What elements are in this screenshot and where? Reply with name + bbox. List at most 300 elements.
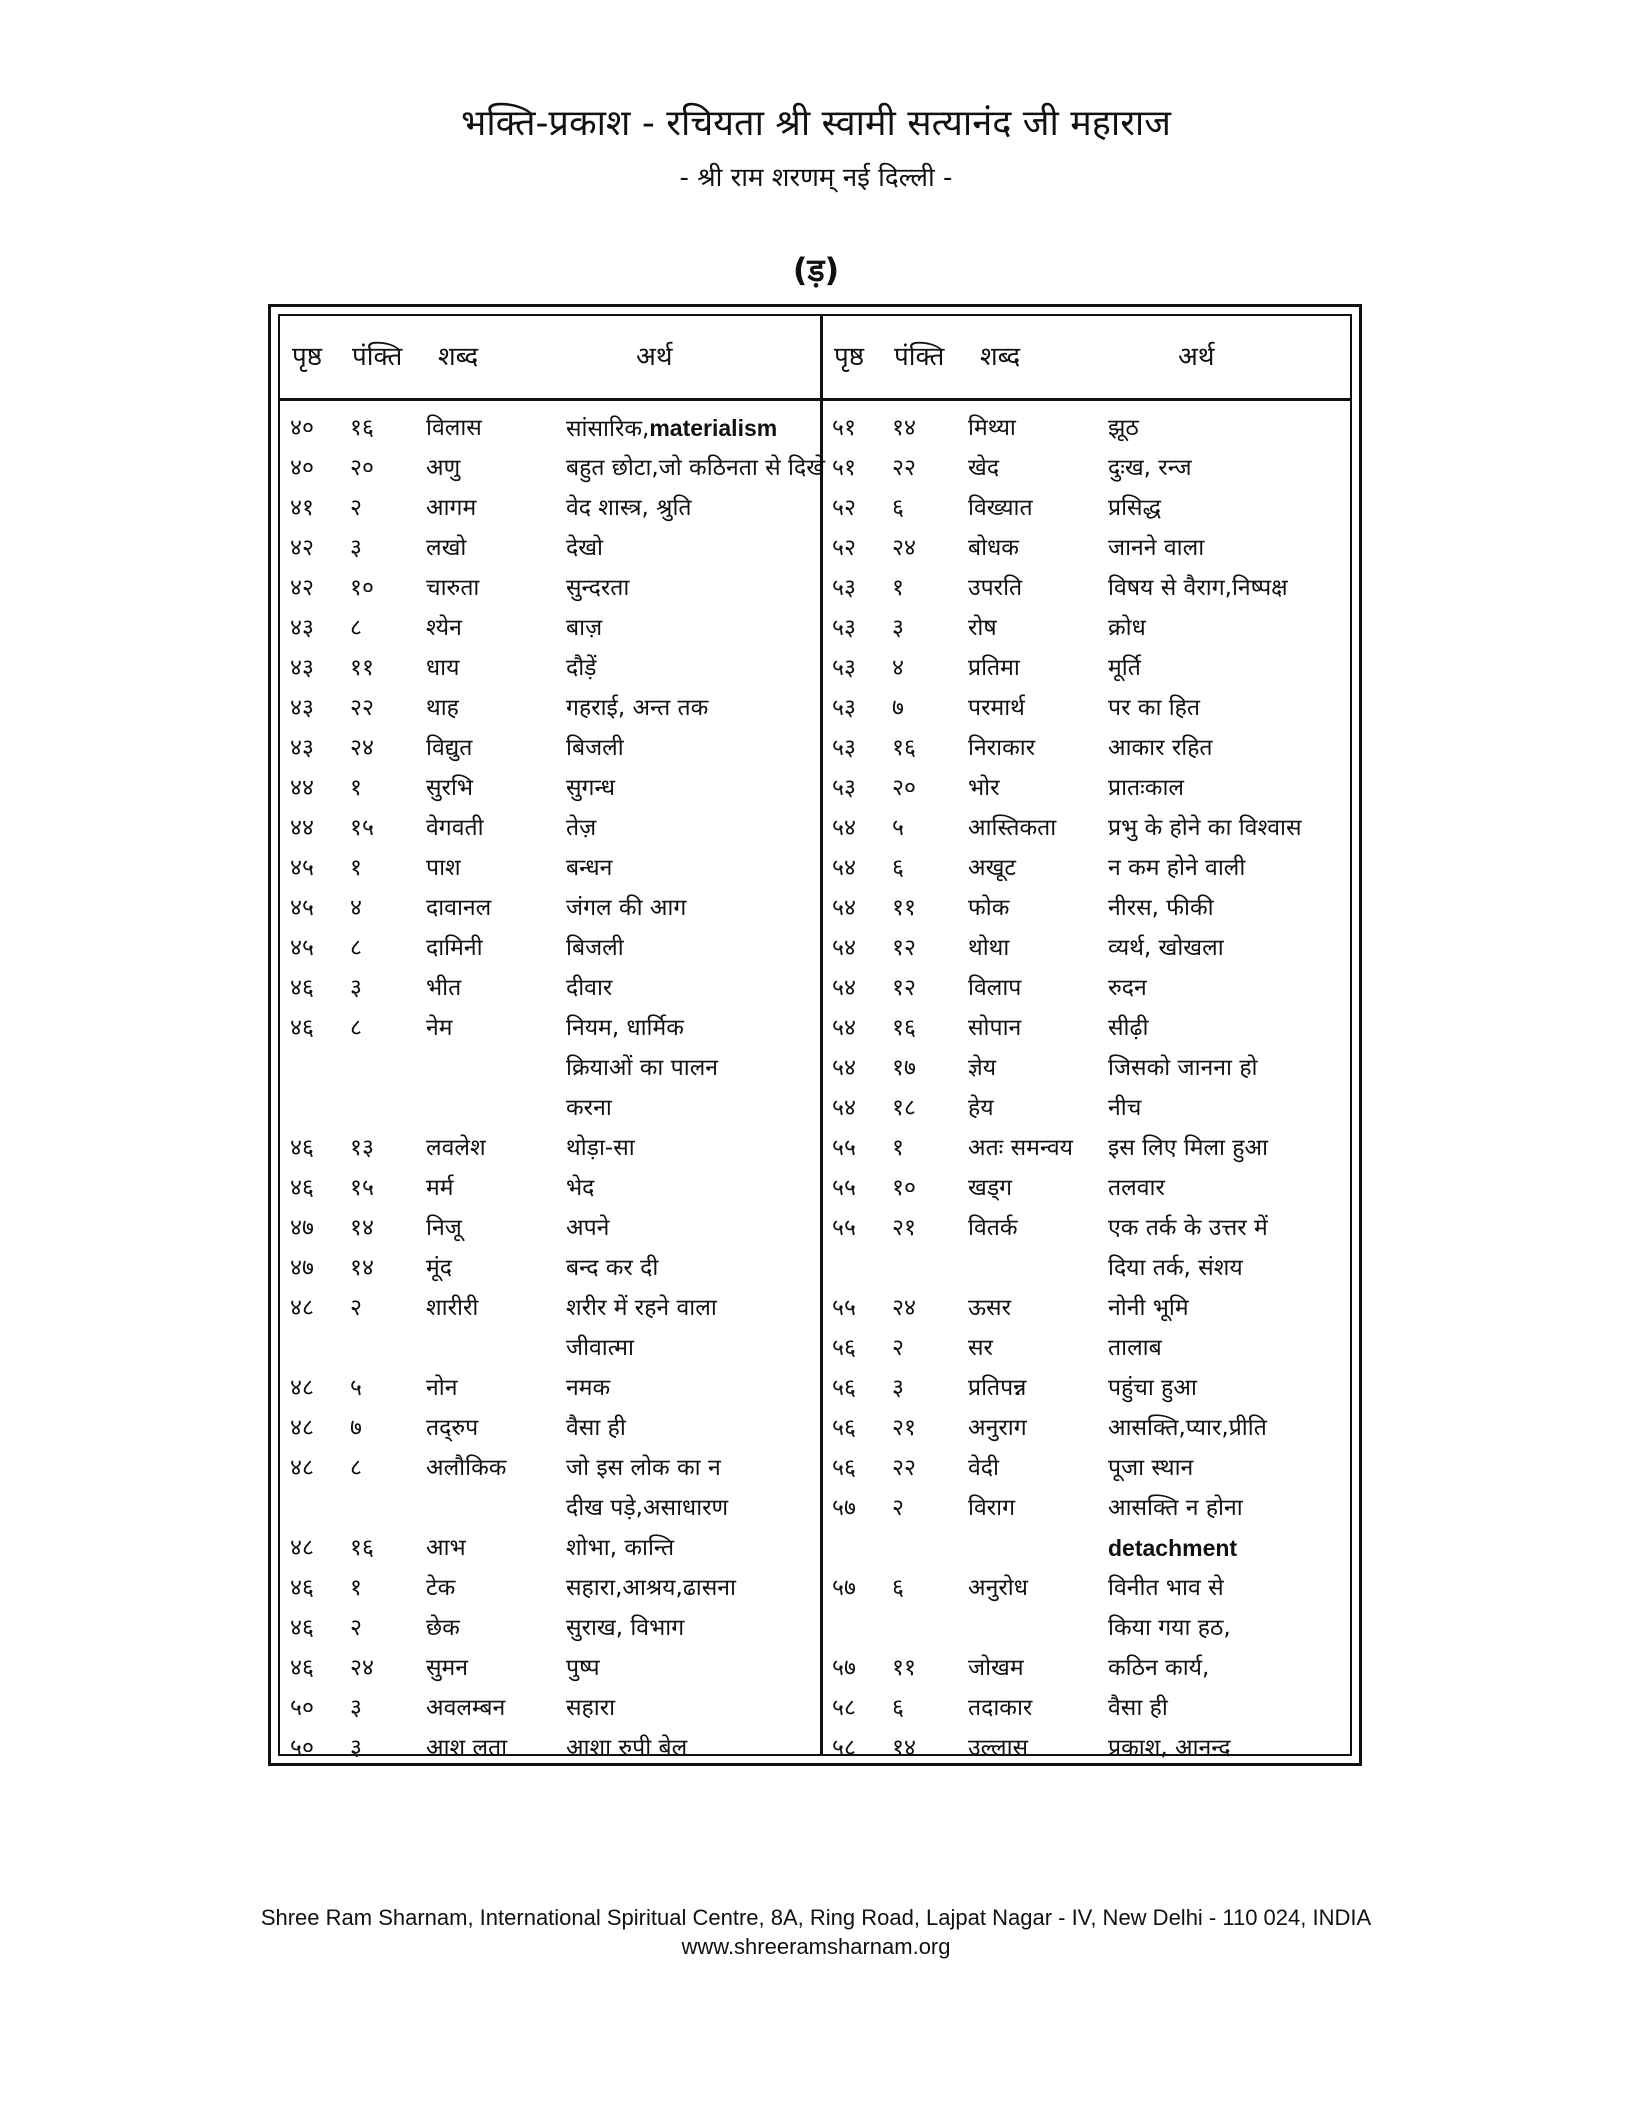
table-row	[286, 1168, 818, 1208]
row-line: २२	[892, 455, 916, 481]
row-word: विलास	[426, 415, 482, 441]
row-line: १६	[892, 1015, 916, 1041]
row-page: ५६	[832, 1455, 856, 1481]
row-word: भोर	[968, 775, 1000, 801]
table-row	[828, 1528, 1360, 1568]
row-line: २०	[350, 455, 374, 481]
row-line: १३	[350, 1135, 374, 1161]
table-row	[286, 848, 818, 888]
row-line: ५	[350, 1375, 362, 1401]
row-meaning: शोभा, कान्ति	[566, 1535, 675, 1561]
row-line: १७	[892, 1055, 916, 1081]
row-page: ५३	[832, 695, 856, 721]
row-page: ४८	[290, 1455, 314, 1481]
table-row	[828, 1328, 1360, 1368]
row-line: २४	[892, 1295, 916, 1321]
row-line: २	[892, 1495, 904, 1521]
table-row	[828, 528, 1360, 568]
row-line: ४	[892, 655, 904, 681]
header-line-left: पंक्ति	[352, 342, 403, 372]
table-row	[286, 728, 818, 768]
row-line: १२	[892, 975, 916, 1001]
row-word: खेद	[968, 455, 1000, 481]
row-word: थाह	[426, 695, 459, 721]
table-row	[828, 728, 1360, 768]
row-meaning: क्रोध	[1108, 615, 1146, 641]
row-word: नोन	[426, 1375, 458, 1401]
row-page: ५५	[832, 1215, 856, 1241]
row-page: ५४	[832, 935, 856, 961]
row-meaning: गहराई, अन्त तक	[566, 695, 709, 721]
row-line: १	[350, 1575, 362, 1601]
row-meaning: करना	[566, 1095, 612, 1121]
row-page: ४६	[290, 1135, 314, 1161]
row-word: विद्युत	[426, 735, 473, 761]
row-meaning: प्रसिद्ध	[1108, 495, 1161, 521]
row-word: चारुता	[426, 575, 480, 601]
row-word: सुमन	[426, 1655, 469, 1681]
row-page: ४५	[290, 855, 314, 881]
row-page: ५४	[832, 1015, 856, 1041]
row-line: २२	[892, 1455, 916, 1481]
row-word: टेक	[426, 1575, 456, 1601]
table-row	[828, 1208, 1360, 1248]
row-line: १४	[892, 415, 916, 441]
row-line: ११	[892, 1655, 916, 1681]
row-page: ४४	[290, 775, 314, 801]
table-row	[286, 1128, 818, 1168]
row-page: ४८	[290, 1295, 314, 1321]
row-meaning: तेज़	[566, 815, 597, 841]
row-meaning: बिजली	[566, 935, 624, 961]
row-word: आश लता	[426, 1735, 508, 1761]
row-page: ४७	[290, 1215, 314, 1241]
row-line: ७	[892, 695, 904, 721]
header-word-left: शब्द	[438, 342, 479, 372]
row-meaning: क्रियाओं का पालन	[566, 1055, 719, 1081]
table-row	[828, 1128, 1360, 1168]
row-meaning: रुदन	[1108, 975, 1147, 1001]
row-line: १२	[892, 935, 916, 961]
table-row	[286, 928, 818, 968]
row-word: भीत	[426, 975, 462, 1001]
row-page: ५०	[290, 1735, 314, 1761]
row-word: आस्तिकता	[968, 815, 1057, 841]
row-word: प्रतिपन्न	[968, 1375, 1027, 1401]
row-word: वेदी	[968, 1455, 999, 1481]
row-line: २१	[892, 1415, 916, 1441]
row-word: तद्‌रुप	[426, 1415, 479, 1441]
row-meaning: जीवात्मा	[566, 1335, 634, 1361]
row-page: ४३	[290, 655, 314, 681]
row-word: वितर्क	[968, 1215, 1018, 1241]
row-word: अनुरोध	[968, 1575, 1028, 1601]
row-page: ५३	[832, 735, 856, 761]
table-row	[828, 888, 1360, 928]
row-page: ४६	[290, 1575, 314, 1601]
row-word: लखो	[426, 535, 467, 561]
header-divider	[280, 398, 1350, 401]
row-meaning: पुष्प	[566, 1655, 600, 1681]
table-row	[828, 688, 1360, 728]
row-page: ४३	[290, 615, 314, 641]
table-row	[828, 1608, 1360, 1648]
row-word: विख्यात	[968, 495, 1033, 521]
table-row	[828, 1008, 1360, 1048]
row-page: ५३	[832, 655, 856, 681]
row-page: ४८	[290, 1415, 314, 1441]
row-line: ३	[892, 615, 904, 641]
row-page: ५७	[832, 1655, 856, 1681]
header-word-right: शब्द	[980, 342, 1021, 372]
table-row	[286, 1328, 818, 1368]
row-meaning: दीवार	[566, 975, 613, 1001]
row-meaning: झूठ	[1108, 415, 1139, 441]
row-line: ११	[350, 655, 374, 681]
row-meaning: जिसको जानना हो	[1108, 1055, 1258, 1081]
row-page: ४८	[290, 1375, 314, 1401]
row-page: ५८	[832, 1695, 856, 1721]
row-line: २४	[350, 1655, 374, 1681]
row-word: निजू	[426, 1215, 462, 1241]
row-word: पाश	[426, 855, 461, 881]
row-word: सुरभि	[426, 775, 474, 801]
table-row	[286, 688, 818, 728]
table-row	[828, 768, 1360, 808]
row-word: थोथा	[968, 935, 1010, 961]
row-meaning: पहुंचा हुआ	[1108, 1375, 1197, 1401]
row-meaning: नोनी भूमि	[1108, 1295, 1189, 1321]
row-word: अलौकिक	[426, 1455, 507, 1481]
row-line: १०	[350, 575, 374, 601]
row-meaning: किया गया हठ,	[1108, 1615, 1231, 1641]
row-word: हेय	[968, 1095, 994, 1121]
table-row	[286, 448, 826, 488]
table-row	[828, 1568, 1360, 1608]
row-word: अणु	[426, 455, 461, 481]
row-meaning: सुगन्ध	[566, 775, 616, 801]
row-page: ५६	[832, 1335, 856, 1361]
table-row	[828, 1168, 1360, 1208]
table-row	[828, 808, 1360, 848]
table-row	[828, 1048, 1360, 1088]
row-word: अखूट	[968, 855, 1016, 881]
row-page: ५४	[832, 815, 856, 841]
row-meaning: बहुत छोटा,जो कठिनता से दिखे	[566, 455, 826, 481]
row-page: ४५	[290, 935, 314, 961]
header-page-right: पृष्ठ	[834, 342, 865, 372]
table-row	[286, 648, 818, 688]
table-row	[828, 1488, 1360, 1528]
row-word: परमार्थ	[968, 695, 1025, 721]
row-meaning: आशा रुपी बेल	[566, 1735, 688, 1761]
row-meaning: दीख पड़े,असाधारण	[566, 1495, 729, 1521]
table-row	[286, 528, 818, 568]
row-page: ५३	[832, 775, 856, 801]
table-row	[828, 1408, 1360, 1448]
table-row	[286, 1448, 818, 1488]
row-meaning: सहारा	[566, 1695, 616, 1721]
row-line: १०	[892, 1175, 916, 1201]
row-word: मर्म	[426, 1175, 454, 1201]
row-page: ५१	[832, 415, 856, 441]
row-meaning: बन्द कर दी	[566, 1255, 659, 1281]
row-page: ४२	[290, 575, 314, 601]
table-row	[286, 488, 818, 528]
table-row	[828, 608, 1360, 648]
row-page: ४०	[290, 455, 314, 481]
row-page: ५४	[832, 975, 856, 1001]
document-subtitle: - श्री राम शरणम् नई दिल्ली -	[679, 163, 953, 193]
row-meaning: तलवार	[1108, 1175, 1165, 1201]
footer-website: www.shreeramsharnam.org	[681, 1934, 951, 1959]
table-row	[286, 1288, 818, 1328]
glossary-table	[268, 304, 1362, 1766]
row-word: ज्ञेय	[968, 1055, 997, 1081]
row-line: २४	[350, 735, 374, 761]
row-word: अनुराग	[968, 1415, 1027, 1441]
row-line: १४	[350, 1255, 374, 1281]
row-word: आगम	[426, 495, 477, 521]
row-line: ४	[350, 895, 362, 921]
row-meaning: थोड़ा-सा	[566, 1135, 635, 1161]
table-row	[828, 408, 1360, 448]
table-row	[828, 1688, 1360, 1728]
row-word: तदाकार	[968, 1695, 1033, 1721]
row-line: ५	[892, 815, 904, 841]
row-page: ४०	[290, 415, 314, 441]
row-meaning: भेद	[566, 1175, 595, 1201]
row-word: खड्ग	[968, 1175, 1013, 1201]
table-row	[286, 1568, 818, 1608]
row-meaning: सुन्दरता	[566, 575, 630, 601]
table-row	[286, 568, 818, 608]
row-word: सर	[968, 1335, 993, 1361]
row-meaning: detachment	[1108, 1535, 1238, 1561]
row-line: ३	[350, 975, 362, 1001]
row-word: रोष	[968, 615, 997, 641]
row-meaning: व्यर्थ, खोखला	[1108, 935, 1224, 961]
row-page: ५३	[832, 615, 856, 641]
row-meaning: जानने वाला	[1108, 535, 1205, 561]
footer-address: Shree Ram Sharnam, International Spiritual Centre, 8A, Ring Road, Lajpat Nagar - IV, New Delhi - 110 024, INDIA	[260, 1905, 1372, 1930]
table-row	[286, 888, 818, 928]
row-line: १	[350, 855, 362, 881]
row-line: १	[350, 775, 362, 801]
row-line: १६	[892, 735, 916, 761]
row-page: ४६	[290, 1015, 314, 1041]
row-word: बोधक	[968, 535, 1019, 561]
row-line: २२	[350, 695, 374, 721]
row-line: २०	[892, 775, 916, 801]
row-word: दावानल	[426, 895, 492, 921]
table-row	[286, 1008, 818, 1048]
table-row	[828, 1288, 1360, 1328]
table-row	[286, 1488, 818, 1528]
row-meaning: शरीर में रहने वाला	[566, 1295, 717, 1321]
row-line: १४	[892, 1735, 916, 1761]
table-row	[828, 1248, 1360, 1288]
row-page: ५५	[832, 1295, 856, 1321]
row-page: ५२	[832, 535, 856, 561]
row-page: ५५	[832, 1135, 856, 1161]
row-line: ८	[350, 1015, 362, 1041]
table-row	[286, 1088, 818, 1128]
table-row	[286, 608, 818, 648]
row-page: ४३	[290, 735, 314, 761]
header-meaning-right: अर्थ	[1178, 342, 1215, 372]
table-row	[828, 1088, 1360, 1128]
row-word: आभ	[426, 1535, 466, 1561]
row-page: ५७	[832, 1575, 856, 1601]
row-word: छेक	[426, 1615, 460, 1641]
row-page: ५६	[832, 1415, 856, 1441]
row-meaning: वेद शास्त्र, श्रुति	[566, 495, 692, 521]
row-word: धाय	[426, 655, 460, 681]
row-meaning: प्रातःकाल	[1108, 775, 1185, 801]
row-meaning: अपने	[566, 1215, 610, 1241]
row-word: जोखम	[968, 1655, 1024, 1681]
table-row	[286, 1608, 818, 1648]
row-meaning: बन्धन	[566, 855, 613, 881]
table-row	[286, 1208, 818, 1248]
row-line: १५	[350, 815, 374, 841]
row-word: ऊसर	[968, 1295, 1012, 1321]
row-page: ४५	[290, 895, 314, 921]
row-line: १५	[350, 1175, 374, 1201]
row-line: ८	[350, 1455, 362, 1481]
row-word: प्रतिमा	[968, 655, 1020, 681]
row-meaning: नीरस, फीकी	[1108, 895, 1214, 921]
glossary-table-inner	[278, 314, 1352, 1761]
row-line: २	[350, 1295, 362, 1321]
row-page: ४८	[290, 1535, 314, 1561]
row-meaning: न कम होने वाली	[1108, 855, 1246, 881]
row-word: नेम	[426, 1015, 453, 1041]
row-line: ३	[350, 535, 362, 561]
row-word: उपरति	[968, 575, 1023, 601]
row-line: २४	[892, 535, 916, 561]
table-row	[828, 848, 1360, 888]
row-meaning: आसक्ति,प्यार,प्रीति	[1108, 1415, 1267, 1441]
table-row	[828, 968, 1360, 1008]
table-row	[828, 1448, 1360, 1488]
row-meaning: जंगल की आग	[566, 895, 687, 921]
row-page: ४६	[290, 1615, 314, 1641]
table-row	[286, 808, 818, 848]
header-meaning-left: अर्थ	[636, 342, 673, 372]
row-page: ५४	[832, 895, 856, 921]
row-line: २	[350, 1615, 362, 1641]
right-column-rows	[828, 408, 1360, 1768]
row-meaning: विषय से वैराग,निष्पक्ष	[1108, 575, 1288, 601]
row-line: ३	[350, 1735, 362, 1761]
row-meaning: जो इस लोक का न	[566, 1455, 721, 1481]
row-meaning: आकार रहित	[1108, 735, 1213, 761]
table-row	[828, 488, 1360, 528]
table-row	[828, 448, 1360, 488]
row-word: अवलम्बन	[426, 1695, 506, 1721]
row-line: १६	[350, 1535, 374, 1561]
row-word: श्येन	[426, 615, 462, 641]
row-page: ४१	[290, 495, 314, 521]
row-line: १४	[350, 1215, 374, 1241]
table-row	[286, 1048, 818, 1088]
row-page: ५४	[832, 855, 856, 881]
row-meaning: मूर्ति	[1108, 655, 1141, 681]
row-line: २	[892, 1335, 904, 1361]
row-line: ८	[350, 615, 362, 641]
row-word: वेगवती	[426, 815, 484, 841]
table-row	[286, 1728, 818, 1768]
row-page: ५८	[832, 1735, 856, 1761]
row-word: लवलेश	[426, 1135, 486, 1161]
row-page: ५२	[832, 495, 856, 521]
table-row	[286, 968, 818, 1008]
row-meaning: दुःख, रन्ज	[1108, 455, 1192, 481]
row-page: ४६	[290, 1655, 314, 1681]
row-line: ६	[892, 1575, 904, 1601]
row-line: १६	[350, 415, 374, 441]
header-page-left: पृष्ठ	[292, 342, 323, 372]
row-page: ५४	[832, 1055, 856, 1081]
table-row	[286, 768, 818, 808]
table-row	[828, 1728, 1360, 1768]
table-row	[828, 568, 1360, 608]
row-word: शारीरी	[426, 1295, 479, 1321]
table-row	[286, 1528, 818, 1568]
row-word: मूंद	[426, 1255, 452, 1281]
table-row	[828, 1368, 1360, 1408]
row-line: ६	[892, 1695, 904, 1721]
row-meaning: देखो	[566, 535, 603, 561]
row-meaning: दिया तर्क, संशय	[1108, 1255, 1243, 1281]
row-word: विराग	[968, 1495, 1016, 1521]
row-word: मिथ्या	[968, 415, 1016, 441]
column-divider	[820, 316, 823, 1754]
row-meaning: वैसा ही	[566, 1415, 626, 1441]
page-letter: (ड़)	[792, 251, 840, 289]
row-word: विलाप	[968, 975, 1022, 1001]
row-meaning: पूजा स्थान	[1108, 1455, 1194, 1481]
row-meaning: बाज़	[566, 615, 603, 641]
row-page: ४६	[290, 975, 314, 1001]
row-meaning: सांसारिक,materialism	[566, 415, 778, 442]
row-page: ५५	[832, 1175, 856, 1201]
header-line-right: पंक्ति	[894, 342, 945, 372]
row-meaning: इस लिए मिला हुआ	[1108, 1135, 1269, 1161]
row-line: १	[892, 575, 904, 601]
row-line: ६	[892, 495, 904, 521]
row-word: सोपान	[968, 1015, 1022, 1041]
row-page: ५७	[832, 1495, 856, 1521]
row-page: ५०	[290, 1695, 314, 1721]
row-meaning: नमक	[566, 1375, 611, 1401]
row-line: ८	[350, 935, 362, 961]
row-meaning: आसक्ति न होना	[1108, 1495, 1243, 1521]
row-meaning: विनीत भाव से	[1108, 1575, 1224, 1601]
table-row	[828, 1648, 1360, 1688]
row-line: ७	[350, 1415, 362, 1441]
table-row	[286, 1408, 818, 1448]
table-row	[286, 1368, 818, 1408]
row-meaning: नीच	[1108, 1095, 1142, 1121]
row-meaning: प्रकाश, आनन्द	[1108, 1735, 1231, 1761]
row-meaning: बिजली	[566, 735, 624, 761]
table-row	[286, 1688, 818, 1728]
row-meaning: सुराख, विभाग	[566, 1615, 685, 1641]
row-page: ४४	[290, 815, 314, 841]
